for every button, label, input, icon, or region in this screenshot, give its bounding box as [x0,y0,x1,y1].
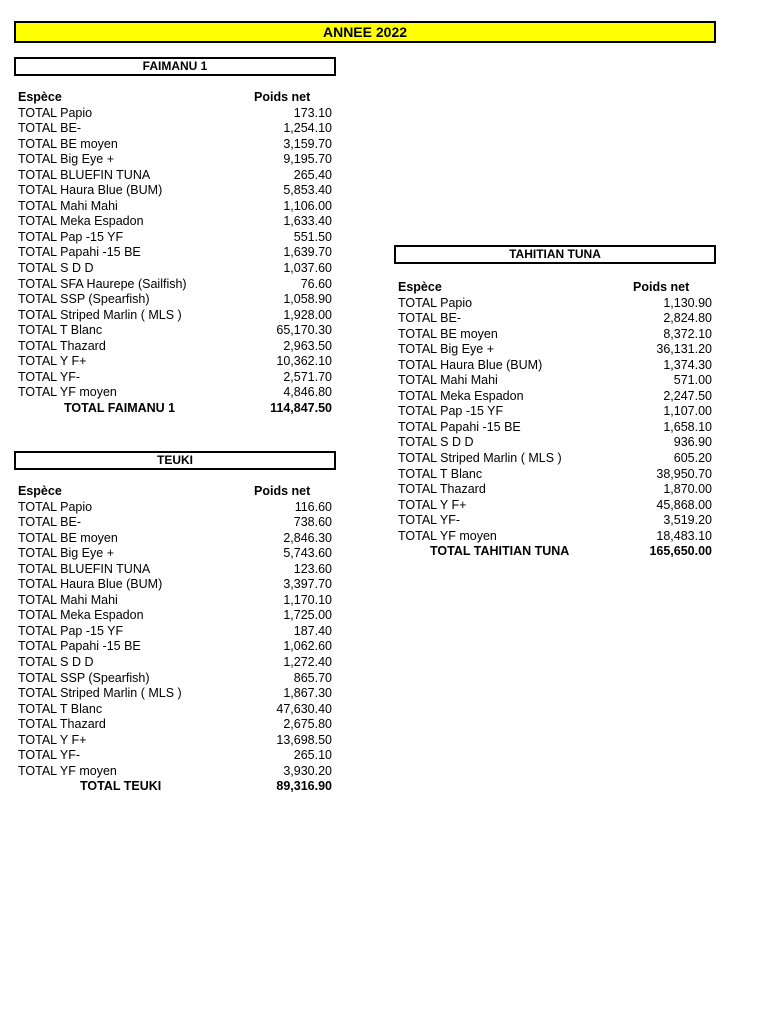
table-body [18,500,332,780]
species-name: TOTAL BE moyen [18,530,118,545]
species-name: TOTAL BE moyen [18,136,118,151]
table-row [18,339,332,355]
table-row [18,515,332,531]
net-weight: 2,247.50 [663,388,712,403]
net-weight: 1,058.90 [283,292,332,307]
net-weight: 2,963.50 [283,338,332,353]
col-weight: Poids net [254,90,311,104]
table-row [18,137,332,153]
table-body [18,106,332,401]
species-name: TOTAL S D D [18,261,94,276]
species-name: TOTAL Y F+ [18,732,87,747]
species-name: TOTAL BE- [18,121,81,136]
table-row [18,121,332,137]
table-row [18,500,332,516]
species-name: TOTAL S D D [398,435,474,450]
species-name: TOTAL YF- [18,369,81,384]
teuki-table [18,484,332,795]
net-weight: 47,630.40 [276,701,332,716]
net-weight: 1,037.60 [283,261,332,276]
net-weight: 116.60 [294,499,332,514]
net-weight: 3,519.20 [663,513,712,528]
net-weight: 18,483.10 [656,528,712,543]
species-name: TOTAL T Blanc [18,323,103,338]
table-row [18,214,332,230]
table-row [18,168,332,184]
table-row [398,358,712,374]
species-name: TOTAL Big Eye + [18,546,114,561]
species-name: TOTAL Meka Espadon [398,388,524,403]
species-name: TOTAL Thazard [398,482,486,497]
faimanu-header: FAIMANU 1 [14,57,336,76]
net-weight: 5,743.60 [283,546,332,561]
net-weight: 2,846.30 [283,530,332,545]
table-row [398,373,712,389]
net-weight: 605.20 [673,451,712,466]
net-weight: 3,930.20 [283,763,332,778]
net-weight: 45,868.00 [656,497,712,512]
species-name: TOTAL Thazard [18,338,106,353]
net-weight: 187.40 [293,623,332,638]
species-name: TOTAL Pap -15 YF [18,229,124,244]
table-row [18,671,332,687]
tahitian-header: TAHITIAN TUNA [394,245,716,264]
net-weight: 9,195.70 [283,152,332,167]
net-weight: 571.00 [673,373,712,388]
net-weight: 1,106.00 [283,198,332,213]
total-row [398,544,712,560]
species-name: TOTAL BE- [398,311,461,326]
table-row [18,764,332,780]
total-value: 89,316.90 [276,779,332,794]
teuki-header: TEUKI [14,451,336,470]
net-weight: 1,633.40 [283,214,332,229]
net-weight: 1,374.30 [663,357,712,372]
net-weight: 738.60 [293,515,332,530]
net-weight: 5,853.40 [283,183,332,198]
species-name: TOTAL Striped Marlin ( MLS ) [398,451,562,466]
table-row [18,152,332,168]
table-row [398,529,712,545]
species-name: TOTAL Mahi Mahi [18,592,118,607]
species-name: TOTAL Pap -15 YF [18,623,124,638]
table-row [398,389,712,405]
species-name: TOTAL T Blanc [398,466,483,481]
table-row [18,308,332,324]
col-species: Espèce [398,280,442,294]
tahitian-table [398,280,712,560]
species-name: TOTAL Thazard [18,717,106,732]
table-row [18,702,332,718]
species-name: TOTAL Y F+ [18,354,87,369]
net-weight: 1,658.10 [663,419,712,434]
table-row [398,451,712,467]
table-row [18,370,332,386]
net-weight: 936.90 [673,435,712,450]
table-row [18,261,332,277]
table-row [398,467,712,483]
table-row [18,531,332,547]
species-name: TOTAL Papio [398,295,473,310]
net-weight: 1,272.40 [283,655,332,670]
species-name: TOTAL YF- [18,748,81,763]
table-row [18,624,332,640]
col-weight: Poids net [254,484,311,498]
net-weight: 36,131.20 [656,342,712,357]
net-weight: 173.10 [293,105,332,120]
species-name: TOTAL Haura Blue (BUM) [18,577,163,592]
species-name: TOTAL Big Eye + [398,342,494,357]
table-row [18,199,332,215]
net-weight: 1,867.30 [283,686,332,701]
table-row [18,655,332,671]
table-row [18,639,332,655]
species-name: TOTAL SSP (Spearfish) [18,670,150,685]
table-row [18,733,332,749]
species-name: TOTAL Papio [18,499,93,514]
table-header [398,280,712,296]
net-weight: 10,362.10 [276,354,332,369]
net-weight: 265.40 [293,167,332,182]
species-name: TOTAL Papahi -15 BE [18,245,141,260]
species-name: TOTAL BE moyen [398,326,498,341]
table-row [18,748,332,764]
total-value: 114,847.50 [270,400,332,415]
table-header [18,90,332,106]
table-row [398,327,712,343]
table-row [18,292,332,308]
table-row [18,562,332,578]
net-weight: 65,170.30 [276,323,332,338]
species-name: TOTAL Haura Blue (BUM) [398,357,543,372]
species-name: TOTAL YF moyen [398,528,497,543]
total-label: TOTAL TAHITIAN TUNA [430,544,570,559]
net-weight: 2,675.80 [283,717,332,732]
net-weight: 2,824.80 [663,311,712,326]
table-header [18,484,332,500]
net-weight: 1,130.90 [663,295,712,310]
net-weight: 8,372.10 [663,326,712,341]
table-row [18,277,332,293]
table-row [398,420,712,436]
total-value: 165,650.00 [649,544,712,559]
species-name: TOTAL Papahi -15 BE [18,639,141,654]
species-name: TOTAL Papio [18,105,93,120]
net-weight: 1,254.10 [283,121,332,136]
col-species: Espèce [18,90,62,104]
table-row [398,296,712,312]
net-weight: 3,159.70 [283,136,332,151]
table-row [18,717,332,733]
net-weight: 123.60 [293,561,332,576]
table-row [18,686,332,702]
species-name: TOTAL YF moyen [18,763,117,778]
net-weight: 1,170.10 [283,592,332,607]
table-row [18,183,332,199]
net-weight: 1,725.00 [283,608,332,623]
net-weight: 76.60 [300,276,332,291]
species-name: TOTAL SSP (Spearfish) [18,292,150,307]
table-row [398,435,712,451]
species-name: TOTAL Mahi Mahi [398,373,498,388]
species-name: TOTAL YF moyen [18,385,117,400]
species-name: TOTAL S D D [18,655,94,670]
table-row [398,482,712,498]
total-label: TOTAL FAIMANU 1 [64,400,176,415]
net-weight: 2,571.70 [283,369,332,384]
total-row [18,779,332,795]
table-row [398,342,712,358]
species-name: TOTAL Meka Espadon [18,214,144,229]
table-row [18,608,332,624]
species-name: TOTAL Striped Marlin ( MLS ) [18,686,182,701]
species-name: TOTAL Y F+ [398,497,467,512]
table-body [398,296,712,545]
table-row [18,546,332,562]
species-name: TOTAL BLUEFIN TUNA [18,561,151,576]
table-row [18,354,332,370]
net-weight: 265.10 [293,748,332,763]
species-name: TOTAL BLUEFIN TUNA [18,167,151,182]
table-row [398,404,712,420]
net-weight: 1,928.00 [283,307,332,322]
species-name: TOTAL Papahi -15 BE [398,419,521,434]
species-name: TOTAL YF- [398,513,461,528]
table-row [398,498,712,514]
table-row [18,577,332,593]
table-row [398,311,712,327]
col-weight: Poids net [633,280,690,294]
net-weight: 4,846.80 [283,385,332,400]
table-row [398,513,712,529]
species-name: TOTAL Pap -15 YF [398,404,504,419]
species-name: TOTAL Haura Blue (BUM) [18,183,163,198]
total-row [18,401,332,417]
total-label: TOTAL TEUKI [80,779,162,794]
table-row [18,593,332,609]
net-weight: 865.70 [293,670,332,685]
table-row [18,323,332,339]
table-row [18,245,332,261]
species-name: TOTAL SFA Haurepe (Sailfish) [18,276,187,291]
species-name: TOTAL Striped Marlin ( MLS ) [18,307,182,322]
table-row [18,230,332,246]
species-name: TOTAL T Blanc [18,701,103,716]
species-name: TOTAL Big Eye + [18,152,114,167]
col-species: Espèce [18,484,62,498]
species-name: TOTAL Meka Espadon [18,608,144,623]
net-weight: 38,950.70 [656,466,712,481]
faimanu-table [18,90,332,416]
net-weight: 13,698.50 [276,732,332,747]
table-row [18,385,332,401]
net-weight: 1,639.70 [283,245,332,260]
species-name: TOTAL Mahi Mahi [18,198,118,213]
net-weight: 1,062.60 [283,639,332,654]
net-weight: 3,397.70 [283,577,332,592]
table-row [18,106,332,122]
net-weight: 1,870.00 [663,482,712,497]
species-name: TOTAL BE- [18,515,81,530]
net-weight: 551.50 [293,229,332,244]
net-weight: 1,107.00 [663,404,712,419]
page-title: ANNEE 2022 [14,21,716,43]
